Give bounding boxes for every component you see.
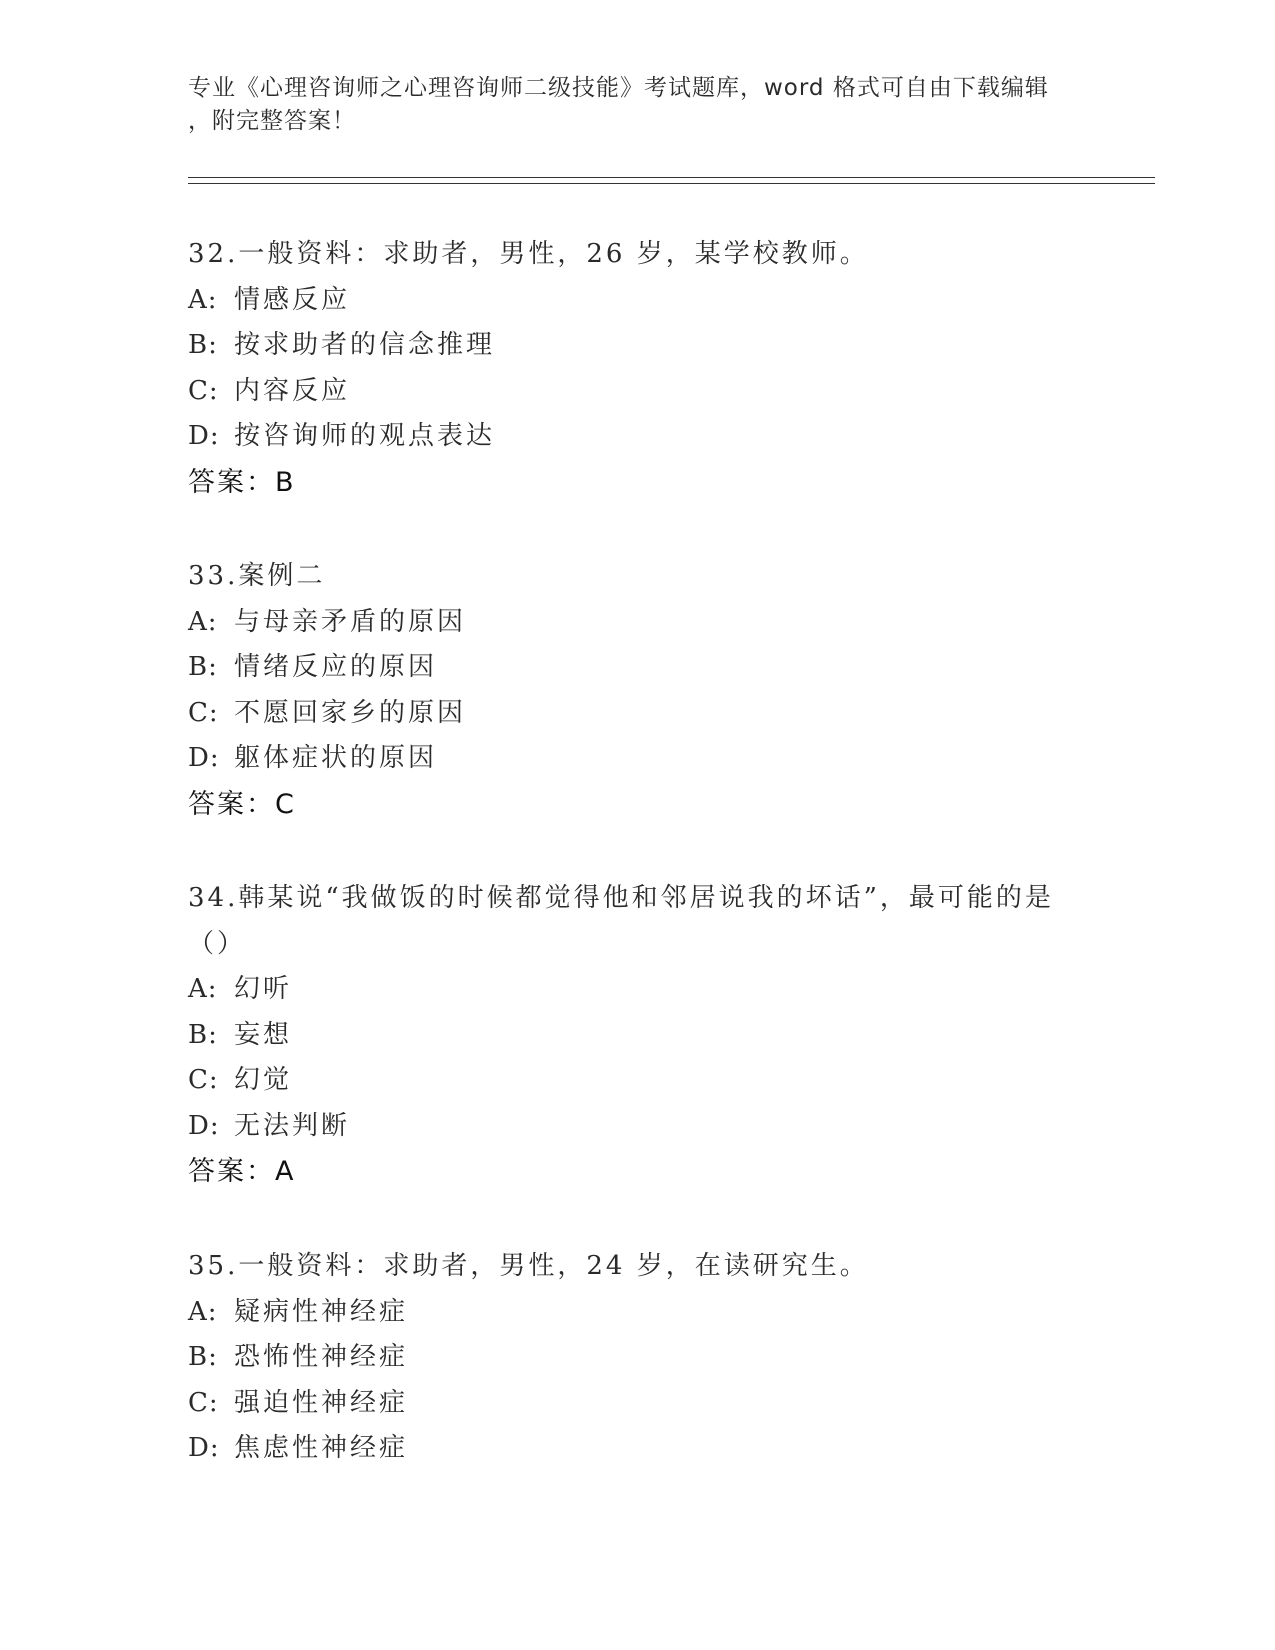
option-key: B: [188,652,218,682]
question-33 [188,554,1088,827]
option-d [188,1426,1088,1472]
option-d [188,736,1088,782]
header-line-1: 专业《心理咨询师之心理咨询师二级技能》考试题库，word 格式可自由下载编辑 [188,75,1049,101]
option-a [188,600,1088,646]
option-d [188,1104,1088,1150]
option-text: 按咨询师的观点表达 [234,421,496,451]
document-header [188,72,1088,138]
option-key: C: [188,1065,219,1095]
header-line-2: ，附完整答案！ [188,108,356,134]
option-text: 内容反应 [234,375,351,406]
option-key: A: [188,974,218,1004]
option-text: 幻觉 [234,1065,293,1095]
option-text: 按求助者的信念推理 [234,330,496,360]
option-text: 情绪反应的原因 [234,652,438,682]
option-c [188,369,1088,415]
option-key: B: [188,330,218,360]
question-stem: 33.案例二 [188,561,326,591]
option-text: 妄想 [234,1019,293,1050]
question-stem-continuation: （） [188,928,247,959]
header-divider-bottom [188,183,1155,184]
option-d [188,414,1088,460]
question-34 [188,876,1088,1195]
option-a [188,1290,1088,1336]
option-text: 恐怖性神经症 [234,1342,409,1372]
option-key: A: [188,606,218,637]
option-text: 焦虑性神经症 [234,1433,409,1463]
option-c [188,1381,1088,1427]
option-text: 与母亲矛盾的原因 [234,606,467,637]
option-key: A: [188,1296,218,1327]
option-b [188,1013,1088,1059]
option-c [188,1058,1088,1104]
question-35 [188,1244,1088,1472]
option-a [188,967,1088,1013]
option-text: 无法判断 [234,1110,351,1141]
question-stem: 34.韩某说“我做饭的时候都觉得他和邻居说我的坏话”，最可能的是 [188,883,1054,913]
option-text: 疑病性神经症 [234,1296,409,1327]
option-key: D: [188,1433,220,1463]
answer-line: 答案：C [188,788,296,820]
option-key: D: [188,743,220,773]
option-key: A: [188,284,218,315]
option-key: C: [188,1387,219,1418]
option-text: 情感反应 [234,284,351,315]
header-divider-top [188,177,1155,178]
option-b [188,645,1088,691]
question-stem: 32.一般资料：求助者，男性，26 岁，某学校教师。 [188,239,869,269]
option-c [188,691,1088,737]
option-key: C: [188,375,219,406]
answer-line: 答案：A [188,1156,296,1187]
option-text: 不愿回家乡的原因 [234,697,467,728]
option-a [188,278,1088,324]
option-key: D: [188,421,220,451]
question-stem: 35.一般资料：求助者，男性，24 岁，在读研究生。 [188,1251,869,1281]
option-text: 强迫性神经症 [234,1387,409,1418]
option-key: B: [188,1019,218,1050]
option-key: D: [188,1110,220,1141]
option-key: B: [188,1342,218,1372]
option-text: 躯体症状的原因 [234,743,438,773]
option-b [188,1335,1088,1381]
option-key: C: [188,697,219,728]
answer-line: 答案：B [188,466,296,498]
question-32 [188,232,1088,505]
option-b [188,323,1088,369]
option-text: 幻听 [234,974,293,1004]
